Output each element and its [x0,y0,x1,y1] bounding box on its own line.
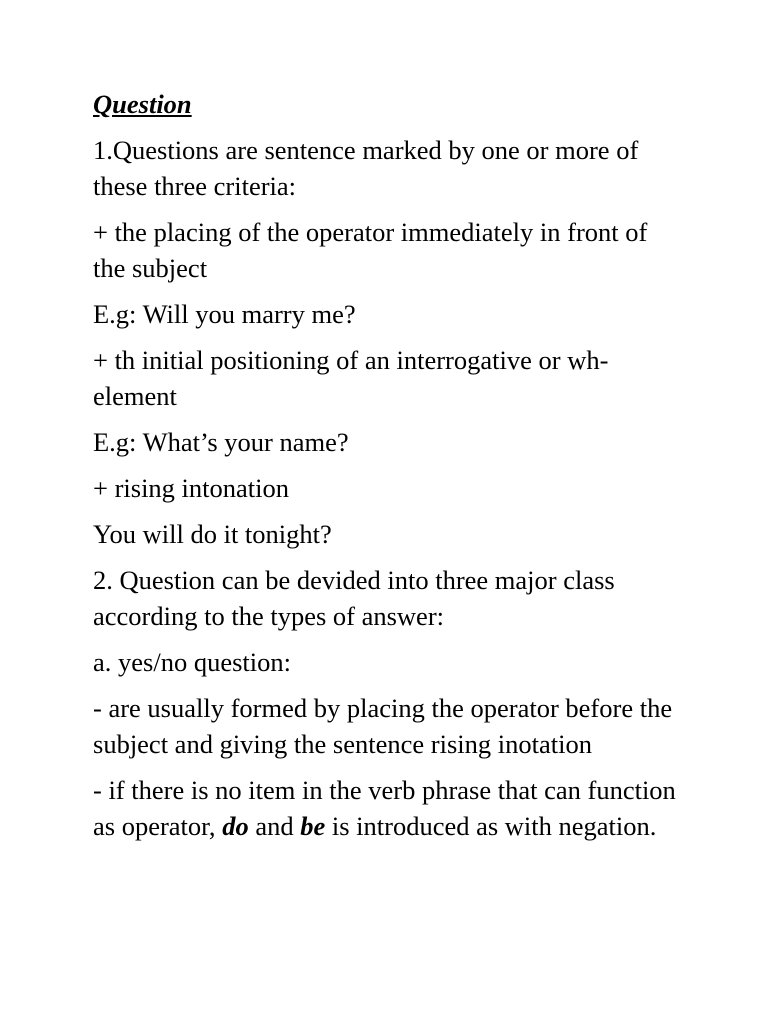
do-support-text-2: and [248,811,301,841]
paragraph-example-intonation: You will do it tonight? [93,519,332,549]
paragraph-classes-intro: 2. Question can be devided into three major class according to the types of answer: [93,565,615,631]
emphasis-do: do [222,811,249,841]
paragraph-yes-no-formation: - are usually formed by placing the operator before the subject and giving the sentence rising inotation [93,693,673,759]
paragraph-example-wh: E.g: What’s your name? [93,427,349,457]
paragraph-example-operator: E.g: Will you marry me? [93,299,356,329]
paragraph-criterion-operator: + the placing of the operator immediately in front of the subject [93,217,648,283]
document-page [93,86,683,854]
do-support-text-3: is introduced as with negation. [325,811,657,841]
do-support-text-1: - if there is no item in the verb phrase that can function as operator, [93,775,676,841]
document-title: Question [93,89,192,119]
paragraph-do-support [93,772,683,844]
paragraph-criterion-wh: + th initial positioning of an interrogative or wh-element [93,345,609,411]
paragraph-yes-no-heading: a. yes/no question: [93,647,291,677]
paragraph-criteria-intro: 1.Questions are sentence marked by one or more of these three criteria: [93,135,639,201]
paragraph-criterion-intonation: + rising intonation [93,473,290,503]
emphasis-be: be [300,811,326,841]
